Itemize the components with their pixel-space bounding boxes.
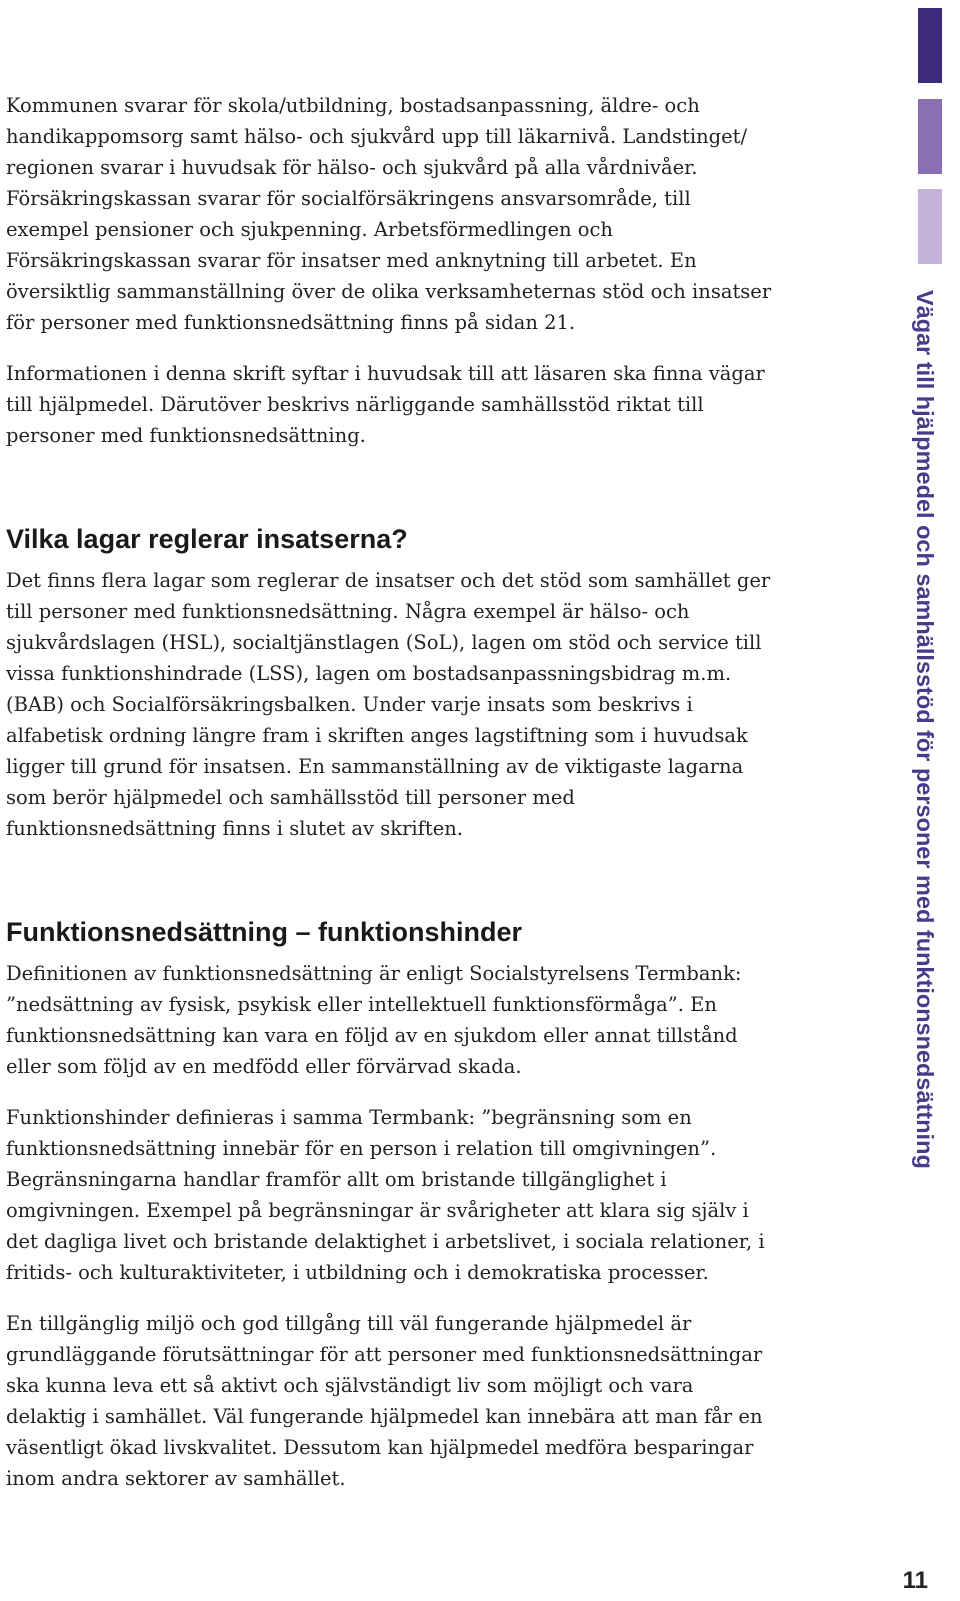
section-heading-laws: Vilka lagar reglerar insatserna? xyxy=(6,524,408,554)
side-tab-mid xyxy=(918,99,942,174)
definitions-paragraph-1: Definitionen av funktionsnedsättning är enligt Socialstyrelsens Termbank: ”nedsättning av fysisk, psykisk eller intellektuell funktionsförmåga”. En funktionsnedsättning kan vara en följd av en sjukdom eller annat tillstånd eller som följd av en medfödd eller förvärvad skada. xyxy=(6,962,742,1078)
page-number: 11 xyxy=(902,1567,928,1594)
definitions-paragraph-3: En tillgänglig miljö och god tillgång till väl fungerande hjälpmedel är grundläggande förutsättningar för att personer med funktionsnedsättningar ska kunna leva ett så aktivt och självständigt liv som möjligt och vara delaktig i samhället. Väl fungerande hjälpmedel kan innebära att man får en väsentligt ökad livskvalitet. Dessutom kan hjälpmedel medföra besparingar inom andra sektorer av samhället. xyxy=(6,1312,763,1490)
side-tab-light xyxy=(918,189,942,264)
main-text xyxy=(6,90,776,1494)
laws-paragraph-1: Det finns flera lagar som reglerar de insatser och det stöd som samhället ger till personer med funktionsnedsättning. Några exempel är hälso- och sjukvårdslagen (HSL), socialtjänstlagen (SoL), lagen om stöd och service till vissa funktionshindrade (LSS), lagen om bostadsanpassningsbidrag m.m. (BAB) och Socialförsäkringsbalken. Under varje insats som beskrivs i alfabetisk ordning längre fram i skriften anges lagstiftning som i huvudsak ligger till grund för insatsen. En sammanställning av de viktigaste lagarna som berör hjälpmedel och samhällsstöd till personer med funktionsnedsättning finns i slutet av skriften. xyxy=(6,569,771,840)
definitions-paragraph-2: Funktionshinder definieras i samma Termbank: ”begränsning som en funktionsnedsättning innebär för en person i relation till omgivningen”. Begränsningarna handlar framför allt om bristande tillgänglighet i omgivningen. Exempel på begränsningar är svårigheter att klara sig själv i det dagliga livet och bristande delaktighet i arbetslivet, i sociala relationer, i fritids- och kulturaktiviteter, i utbildning och i demokratiska processer. xyxy=(6,1106,765,1284)
side-title: Vägar till hjälpmedel och samhällsstöd för personer med funktionsnedsättning xyxy=(912,290,938,1169)
section-heading-definitions: Funktionsnedsättning – funktionshinder xyxy=(6,917,522,947)
intro-paragraph-1: Kommunen svarar för skola/utbildning, bostadsanpassning, äldre- och handikappomsorg samt hälso- och sjukvård upp till läkarnivå. Landstinget/ regionen svarar i huvudsak för hälso- och sjukvård på alla vårdnivåer. Försäkringskassan svarar för socialförsäkringens ansvarsområde, till exempel pensioner och sjukpenning. Arbetsförmedlingen och Försäkringskassan svarar för insatser med anknytning till arbetet. En översiktlig sammanställning över de olika verksamheternas stöd och insatser för personer med funktionsnedsättning finns på sidan 21. xyxy=(6,94,772,334)
side-tab-dark xyxy=(918,8,942,83)
intro-paragraph-2: Informationen i denna skrift syftar i huvudsak till att läsaren ska finna vägar till hjälpmedel. Därutöver beskrivs närliggande samhällsstöd riktat till personer med funktionsnedsättning. xyxy=(6,362,765,447)
